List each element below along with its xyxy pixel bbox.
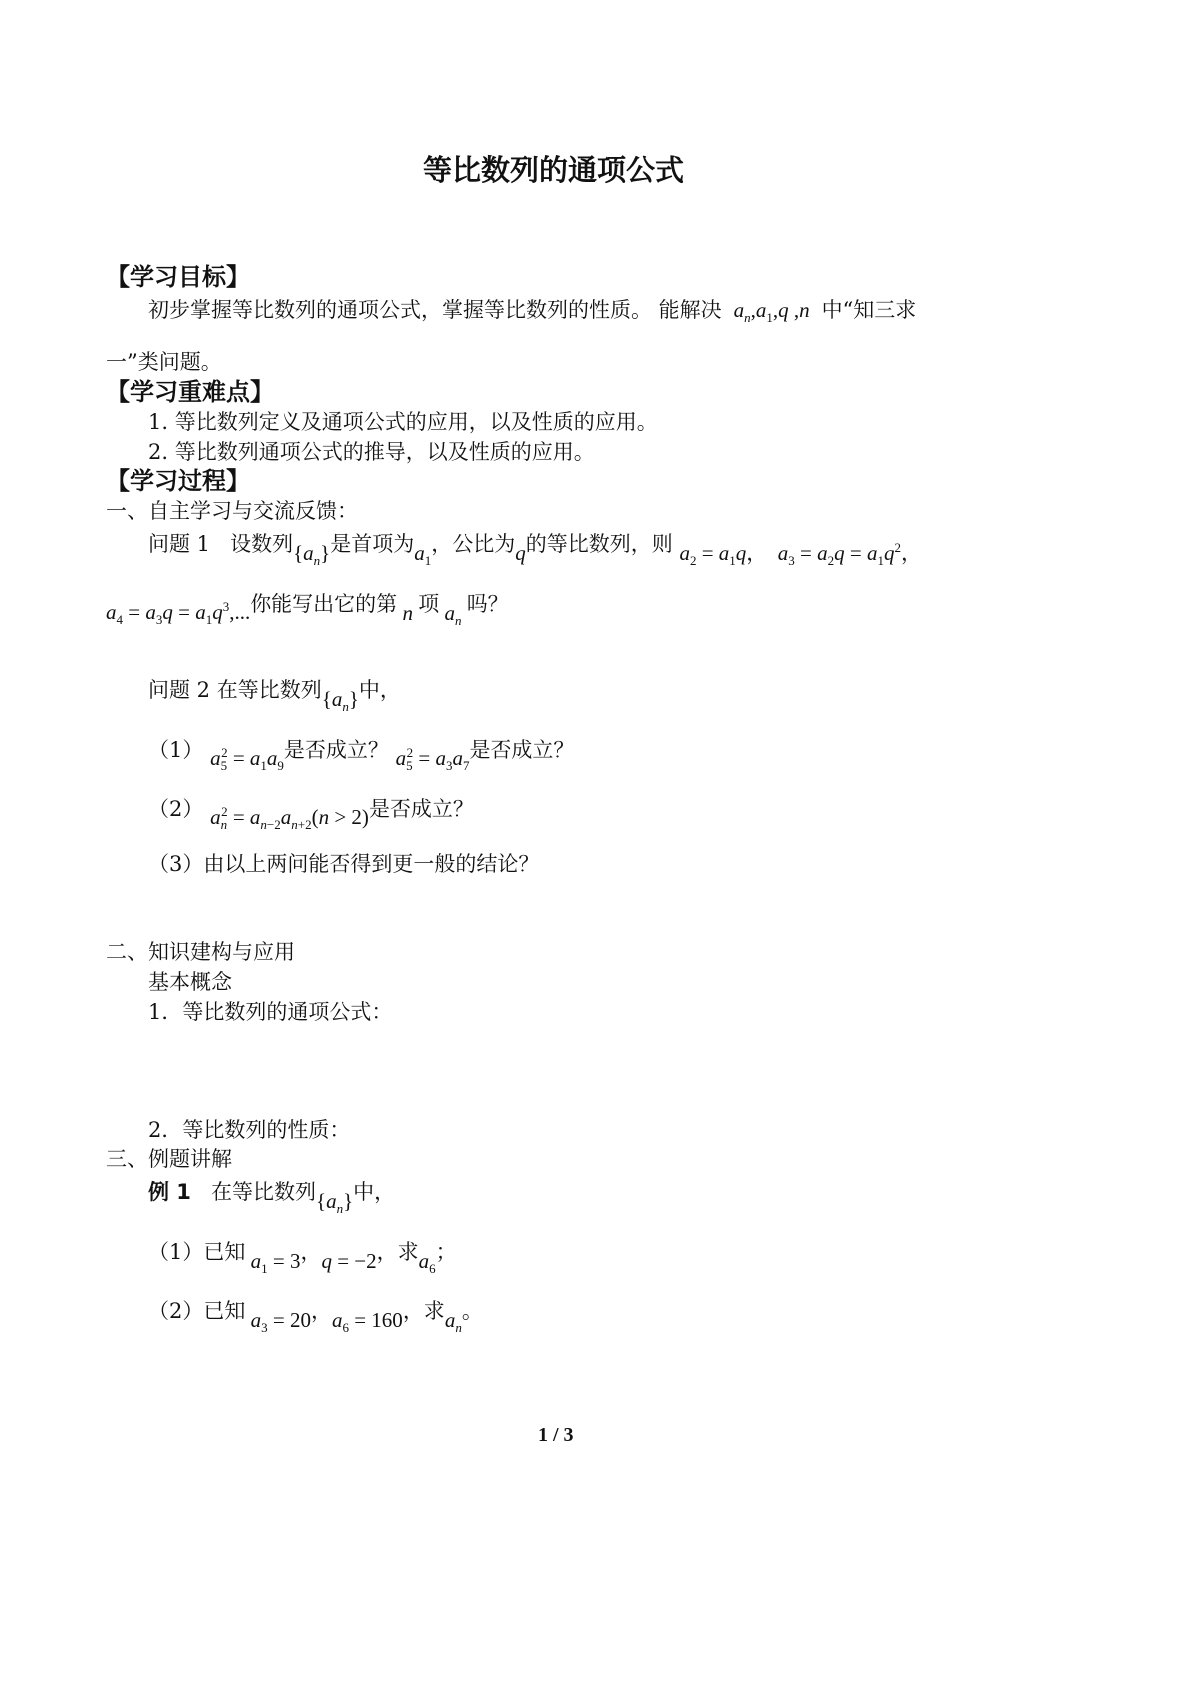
concept-1: 1．等比数列的通项公式： [148, 1000, 393, 1024]
goals-formula: $a_n,a_1,q$ ,n [733, 298, 810, 325]
example-1-part1: （1）已知 $a_1 = 3$，q = −2，求$a_6$； [148, 1240, 457, 1276]
section-3-heading: 三、例题讲解 [106, 1147, 232, 1171]
question-2-part2: （2） $a_n^2 = a_{n-2}a_{n+2}(n > 2)$是否成立？ [148, 797, 474, 832]
example-1-part2: （2）已知 $a_3 = 20$，$a_6 = 160$，求$a_n$。 [148, 1299, 483, 1335]
question-2-part3: （3）由以上两问能否得到更一般的结论？ [148, 852, 540, 876]
formula-a2-a3: $a_2 = a_1q$， $a_3 = a_2q = a_1q^2$， [679, 540, 922, 568]
question-2-line: 问题 2 在等比数列$\{a_n\}$中， [148, 678, 401, 714]
question-1-line2: $a_4 = a_3q = a_1q^3$,...你能写出它的第 n 项 $a_n$ 吗？ [106, 592, 509, 628]
goals-line1: 初步掌握等比数列的通项公式，掌握等比数列的性质。 能解决 $a_n,a_1,q$ ,n 中“知三求 [148, 298, 917, 325]
formula-a4: $a_4 = a_3q = a_1q^3$,... [106, 599, 251, 627]
example-1-line: 例 1 在等比数列$\{a_n\}$中， [148, 1180, 396, 1216]
basic-concepts: 基本概念 [148, 970, 232, 994]
section-2-heading: 二、知识建构与应用 [106, 940, 295, 964]
concept-2: 2．等比数列的性质： [148, 1118, 351, 1142]
sequence-an: $\{a_n\}$ [293, 541, 331, 568]
page-number: 1 / 3 [538, 1424, 574, 1446]
question-2-part1: （1） $a_5^2 = a_1a_9$是否成立？ $a_5^2 = a_3a_7$是否成立？ [148, 738, 575, 773]
goals-line2: 一”类问题。 [106, 350, 222, 374]
keypoints-heading: 【学习重难点】 [106, 378, 274, 406]
goals-heading: 【学习目标】 [106, 263, 250, 291]
keypoint-2: 2. 等比数列通项公式的推导，以及性质的应用。 [148, 440, 595, 464]
page-title: 等比数列的通项公式 [423, 153, 685, 187]
section-1-heading: 一、自主学习与交流反馈： [106, 499, 358, 523]
question-1-line1: 问题 1 设数列$\{a_n\}$是首项为$a_1$，公比为q的等比数列，则 $a_2 = a_1q$， $a_3 = a_2q = a_1q^2$， [148, 532, 922, 568]
process-heading: 【学习过程】 [106, 467, 250, 495]
keypoint-1: 1. 等比数列定义及通项公式的应用，以及性质的应用。 [148, 410, 658, 434]
